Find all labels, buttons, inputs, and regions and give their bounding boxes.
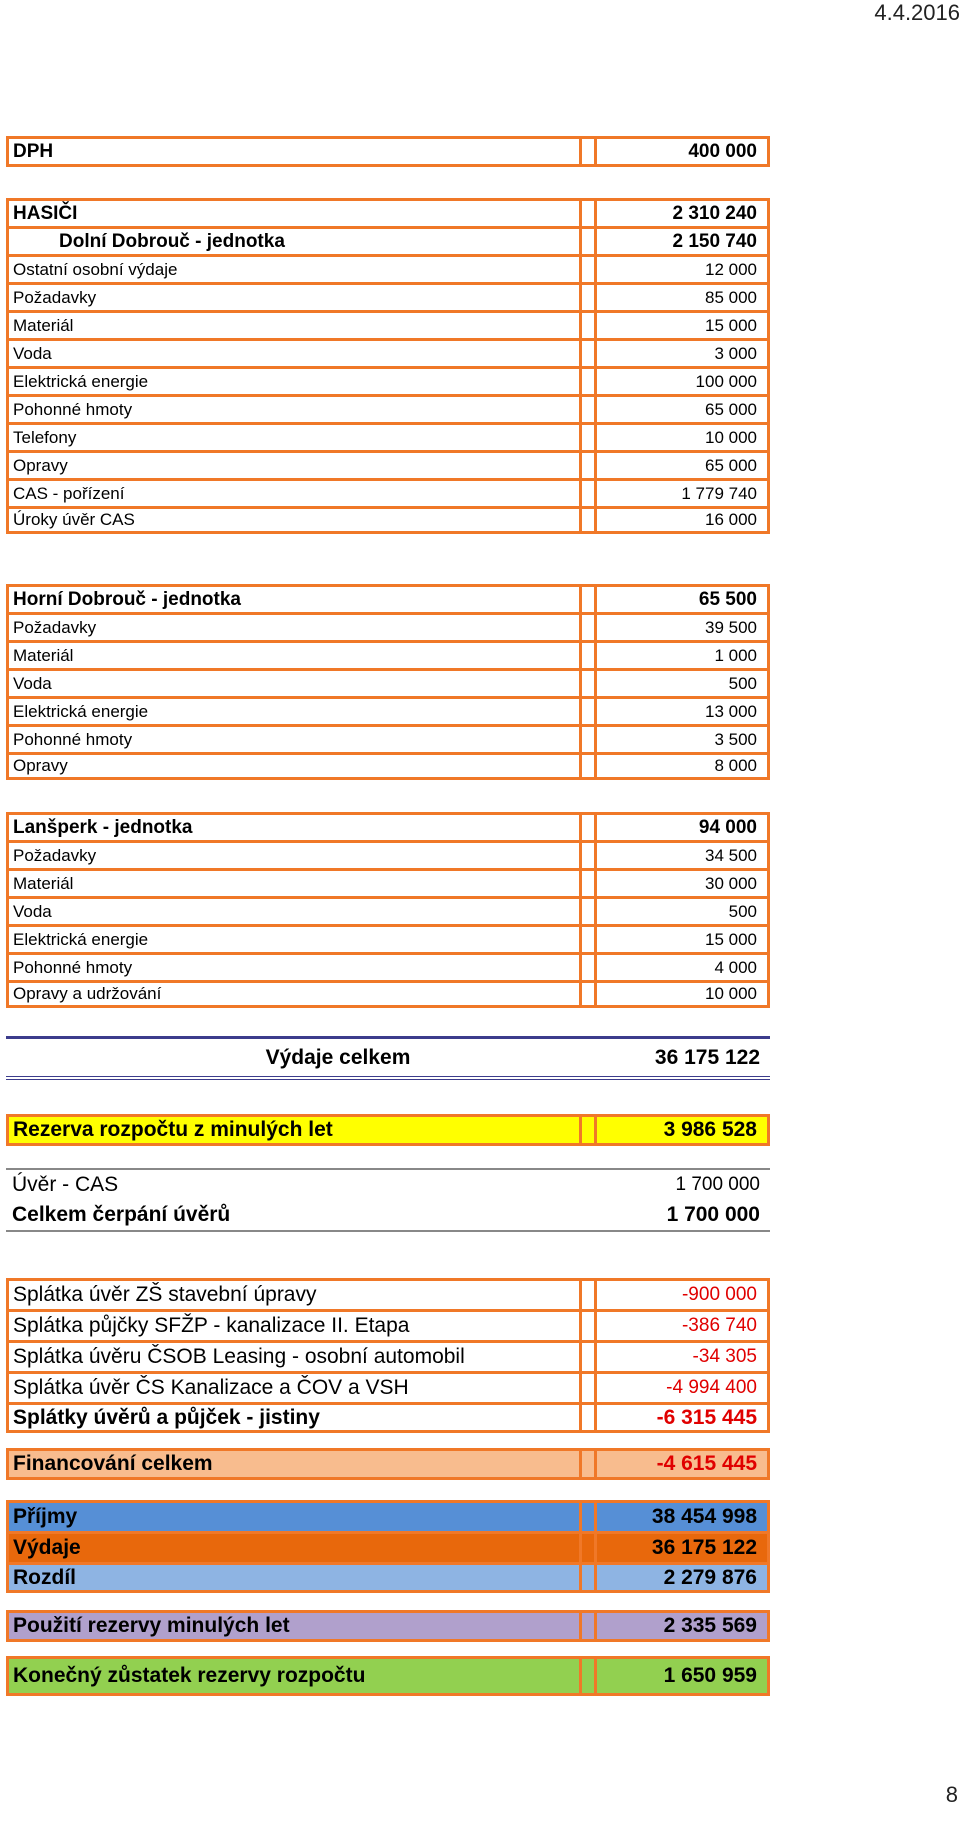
row-value: 65 500 bbox=[698, 588, 757, 610]
row-label: Opravy bbox=[13, 756, 68, 775]
row-value: 39 500 bbox=[705, 617, 757, 637]
row-label: Výdaje celkem bbox=[265, 1045, 411, 1069]
row-value: 8 000 bbox=[714, 756, 757, 775]
table-row bbox=[6, 310, 770, 338]
row-value: 2 150 740 bbox=[672, 230, 757, 252]
table-row bbox=[6, 338, 770, 366]
table-row bbox=[6, 506, 770, 534]
lansperk-table bbox=[6, 812, 770, 1008]
row-label: Splátky úvěrů a půjček - jistiny bbox=[13, 1405, 320, 1429]
table-row bbox=[6, 1278, 770, 1309]
table-row bbox=[6, 668, 770, 696]
table-row bbox=[6, 612, 770, 640]
unit-header-row bbox=[6, 812, 770, 840]
row-value: 38 454 998 bbox=[651, 1505, 757, 1528]
row-value: 36 175 122 bbox=[654, 1045, 760, 1069]
unit-header-row bbox=[6, 584, 770, 612]
row-label: Pohonné hmoty bbox=[13, 957, 133, 977]
table-row bbox=[6, 422, 770, 450]
row-label: Celkem čerpání úvěrů bbox=[12, 1203, 231, 1226]
row-label: Opravy bbox=[13, 455, 68, 475]
vydaje-row bbox=[6, 1531, 770, 1562]
table-row bbox=[6, 752, 770, 780]
row-label: Voda bbox=[13, 343, 52, 363]
table-row bbox=[6, 840, 770, 868]
row-label: Dolní Dobrouč - jednotka bbox=[59, 230, 285, 252]
row-label: Materiál bbox=[13, 315, 74, 335]
row-label: Materiál bbox=[13, 873, 74, 893]
table-row bbox=[6, 952, 770, 980]
row-value: 2 279 876 bbox=[663, 1565, 757, 1589]
horni-dobrouc-table bbox=[6, 584, 770, 780]
financovani-row bbox=[6, 1448, 770, 1480]
table-row bbox=[6, 450, 770, 478]
row-value: -386 740 bbox=[681, 1315, 757, 1336]
row-label: Elektrická energie bbox=[13, 701, 149, 721]
row-label: Pohonné hmoty bbox=[13, 729, 133, 749]
row-value: 13 000 bbox=[705, 701, 757, 721]
row-value: 3 986 528 bbox=[663, 1118, 757, 1141]
prijmy-row bbox=[6, 1500, 770, 1531]
konecny-table bbox=[6, 1656, 770, 1696]
table-row bbox=[6, 1168, 770, 1200]
table-row bbox=[6, 980, 770, 1008]
row-value: 1 779 740 bbox=[681, 483, 757, 503]
table-row bbox=[6, 924, 770, 952]
row-value: 1 650 959 bbox=[663, 1664, 757, 1687]
uvery-block bbox=[6, 1168, 770, 1232]
row-value: 100 000 bbox=[695, 371, 757, 391]
hasici-table bbox=[6, 198, 770, 534]
row-value: 16 000 bbox=[705, 510, 757, 529]
row-value: 12 000 bbox=[705, 259, 757, 279]
row-label: Rezerva rozpočtu z minulých let bbox=[13, 1118, 333, 1141]
row-value: 10 000 bbox=[705, 427, 757, 447]
row-value: 400 000 bbox=[688, 140, 757, 162]
row-label: Použití rezervy minulých let bbox=[13, 1614, 290, 1637]
table-row bbox=[6, 896, 770, 924]
page-number: 8 bbox=[945, 1782, 958, 1807]
table-row bbox=[6, 282, 770, 310]
table-row bbox=[6, 1309, 770, 1340]
dph-table bbox=[6, 136, 770, 167]
hasici-title-row bbox=[6, 198, 770, 226]
row-label: Úroky úvěr CAS bbox=[13, 510, 135, 529]
row-value: 15 000 bbox=[705, 929, 757, 949]
row-label: Výdaje bbox=[13, 1536, 81, 1559]
row-label: Telefony bbox=[13, 427, 77, 447]
row-label: Splátka půjčky SFŽP - kanalizace II. Etapa bbox=[13, 1314, 410, 1337]
pouziti-table bbox=[6, 1610, 770, 1642]
row-value: 65 000 bbox=[705, 399, 757, 419]
row-label: Příjmy bbox=[13, 1505, 78, 1528]
table-row bbox=[6, 640, 770, 668]
row-value: 3 000 bbox=[714, 343, 757, 363]
row-label: Horní Dobrouč - jednotka bbox=[13, 588, 241, 610]
row-value: 1 700 000 bbox=[675, 1174, 760, 1195]
row-value: 500 bbox=[728, 673, 757, 693]
splatky-total-row bbox=[6, 1402, 770, 1433]
table-row bbox=[6, 1371, 770, 1402]
table-row bbox=[6, 254, 770, 282]
table-row bbox=[6, 724, 770, 752]
row-value: -34 305 bbox=[692, 1346, 757, 1367]
row-value: 65 000 bbox=[705, 455, 757, 475]
row-label: CAS - pořízení bbox=[13, 483, 125, 503]
table-row bbox=[6, 394, 770, 422]
row-value: 4 000 bbox=[714, 957, 757, 977]
table-row bbox=[6, 366, 770, 394]
table-row bbox=[6, 868, 770, 896]
row-value: 2 310 240 bbox=[672, 202, 757, 224]
row-value: 1 000 bbox=[714, 645, 757, 665]
splatky-table bbox=[6, 1278, 770, 1433]
row-label: Financování celkem bbox=[13, 1452, 213, 1475]
row-label: HASIČI bbox=[13, 202, 78, 224]
row-label: Úvěr - CAS bbox=[12, 1173, 119, 1196]
row-value: 34 500 bbox=[705, 845, 757, 865]
row-label: Požadavky bbox=[13, 845, 97, 865]
dph-row bbox=[6, 136, 770, 167]
row-label: Elektrická energie bbox=[13, 371, 149, 391]
table-row bbox=[6, 696, 770, 724]
konecny-row bbox=[6, 1656, 770, 1696]
row-label: Materiál bbox=[13, 645, 74, 665]
row-value: -900 000 bbox=[681, 1284, 757, 1305]
row-label: Voda bbox=[13, 901, 52, 921]
vydaje-celkem-row bbox=[6, 1036, 770, 1080]
row-value: 10 000 bbox=[705, 984, 757, 1003]
financovani-table bbox=[6, 1448, 770, 1480]
row-value: -6 315 445 bbox=[656, 1405, 757, 1429]
row-label: Konečný zůstatek rezervy rozpočtu bbox=[13, 1664, 366, 1687]
row-label: Rozdíl bbox=[13, 1565, 76, 1589]
header-date: 4.4.2016 bbox=[874, 0, 960, 25]
row-label: Opravy a udržování bbox=[13, 984, 162, 1003]
row-label: Splátka úvěr ČS Kanalizace a ČOV a VSH bbox=[13, 1376, 409, 1399]
rezerva-table bbox=[6, 1114, 770, 1146]
unit-header-row bbox=[6, 226, 770, 254]
uvery-total-row bbox=[6, 1200, 770, 1232]
row-label: Pohonné hmoty bbox=[13, 399, 133, 419]
row-value: -4 615 445 bbox=[656, 1452, 757, 1475]
row-value: 3 500 bbox=[714, 729, 757, 749]
row-label: Ostatní osobní výdaje bbox=[13, 259, 178, 279]
row-value: 85 000 bbox=[705, 287, 757, 307]
row-value: 30 000 bbox=[705, 873, 757, 893]
row-label: Požadavky bbox=[13, 617, 97, 637]
row-value: 94 000 bbox=[698, 816, 757, 838]
row-value: -4 994 400 bbox=[666, 1377, 757, 1398]
pouziti-row bbox=[6, 1610, 770, 1642]
summary-table bbox=[6, 1500, 770, 1593]
rozdil-row bbox=[6, 1562, 770, 1593]
table-row bbox=[6, 1340, 770, 1371]
table-row bbox=[6, 478, 770, 506]
row-label: Lanšperk - jednotka bbox=[13, 816, 193, 838]
row-label: Požadavky bbox=[13, 287, 97, 307]
row-label: Splátka úvěr ZŠ stavební úpravy bbox=[13, 1283, 317, 1306]
row-value: 2 335 569 bbox=[663, 1614, 757, 1637]
row-value: 1 700 000 bbox=[666, 1203, 760, 1226]
row-label: DPH bbox=[13, 140, 54, 162]
row-label: Voda bbox=[13, 673, 52, 693]
rezerva-row bbox=[6, 1114, 770, 1146]
row-value: 500 bbox=[728, 901, 757, 921]
row-value: 15 000 bbox=[705, 315, 757, 335]
row-label: Splátka úvěru ČSOB Leasing - osobní automobil bbox=[13, 1345, 465, 1368]
row-value: 36 175 122 bbox=[651, 1536, 757, 1559]
row-label: Elektrická energie bbox=[13, 929, 149, 949]
